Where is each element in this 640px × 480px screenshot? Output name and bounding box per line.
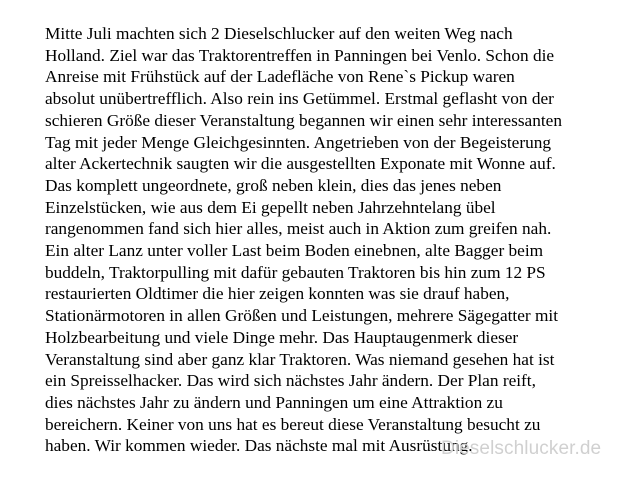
text-line: restaurierten Oldtimer die hier zeigen konnten was sie drauf haben, (45, 284, 510, 304)
text-line: Holland. Ziel war das Traktorentreffen in Panningen bei Venlo. Schon die (45, 45, 555, 65)
text-line: Einzelstücken, wie aus dem Ei gepellt neben Jahrzehntelang übel (45, 197, 496, 217)
article-text (45, 23, 625, 457)
text-line: Veranstaltung sind aber ganz klar Traktoren. Was niemand gesehen hat ist (45, 349, 555, 369)
text-line: schieren Größe dieser Veranstaltung begannen wir einen sehr interessanten (45, 110, 562, 130)
text-line: Holzbearbeitung und viele Dinge mehr. Das Hauptaugenmerk dieser (45, 327, 519, 347)
text-line: Das komplett ungeordnete, groß neben klein, dies das jenes neben (45, 175, 502, 195)
text-line: dies nächstes Jahr zu ändern und Panningen um eine Attraktion zu (45, 392, 503, 412)
text-line: absolut unübertrefflich. Also rein ins Getümmel. Erstmal geflasht von der (45, 89, 554, 109)
text-line: haben. Wir kommen wieder. Das nächste mal mit Ausrüstung. (45, 436, 473, 456)
text-line: Tag mit jeder Menge Gleichgesinnten. Angetrieben von der Begeisterung (45, 132, 552, 152)
text-line: alter Ackertechnik saugten wir die ausgestellten Exponate mit Wonne auf. (45, 154, 556, 174)
text-line: buddeln, Traktorpulling mit dafür gebauten Traktoren bis hin zum 12 PS (45, 262, 546, 282)
watermark: Dieselschlucker.de (441, 438, 602, 459)
text-line: Anreise mit Frühstück auf der Ladefläche von Rene`s Pickup waren (45, 67, 515, 87)
text-line: Ein alter Lanz unter voller Last beim Boden einebnen, alte Bagger beim (45, 241, 544, 261)
text-line: Mitte Juli machten sich 2 Dieselschlucker auf den weiten Weg nach (45, 24, 513, 43)
text-line: bereichern. Keiner von uns hat es bereut diese Veranstaltung besucht zu (45, 414, 541, 434)
text-line: rangenommen fand sich hier alles, meist auch in Aktion zum greifen nah. (45, 219, 552, 239)
text-line: Stationärmotoren in allen Größen und Leistungen, mehrere Sägegatter mit (45, 306, 559, 326)
text-line: ein Spreisselhacker. Das wird sich nächstes Jahr ändern. Der Plan reift, (45, 371, 536, 391)
